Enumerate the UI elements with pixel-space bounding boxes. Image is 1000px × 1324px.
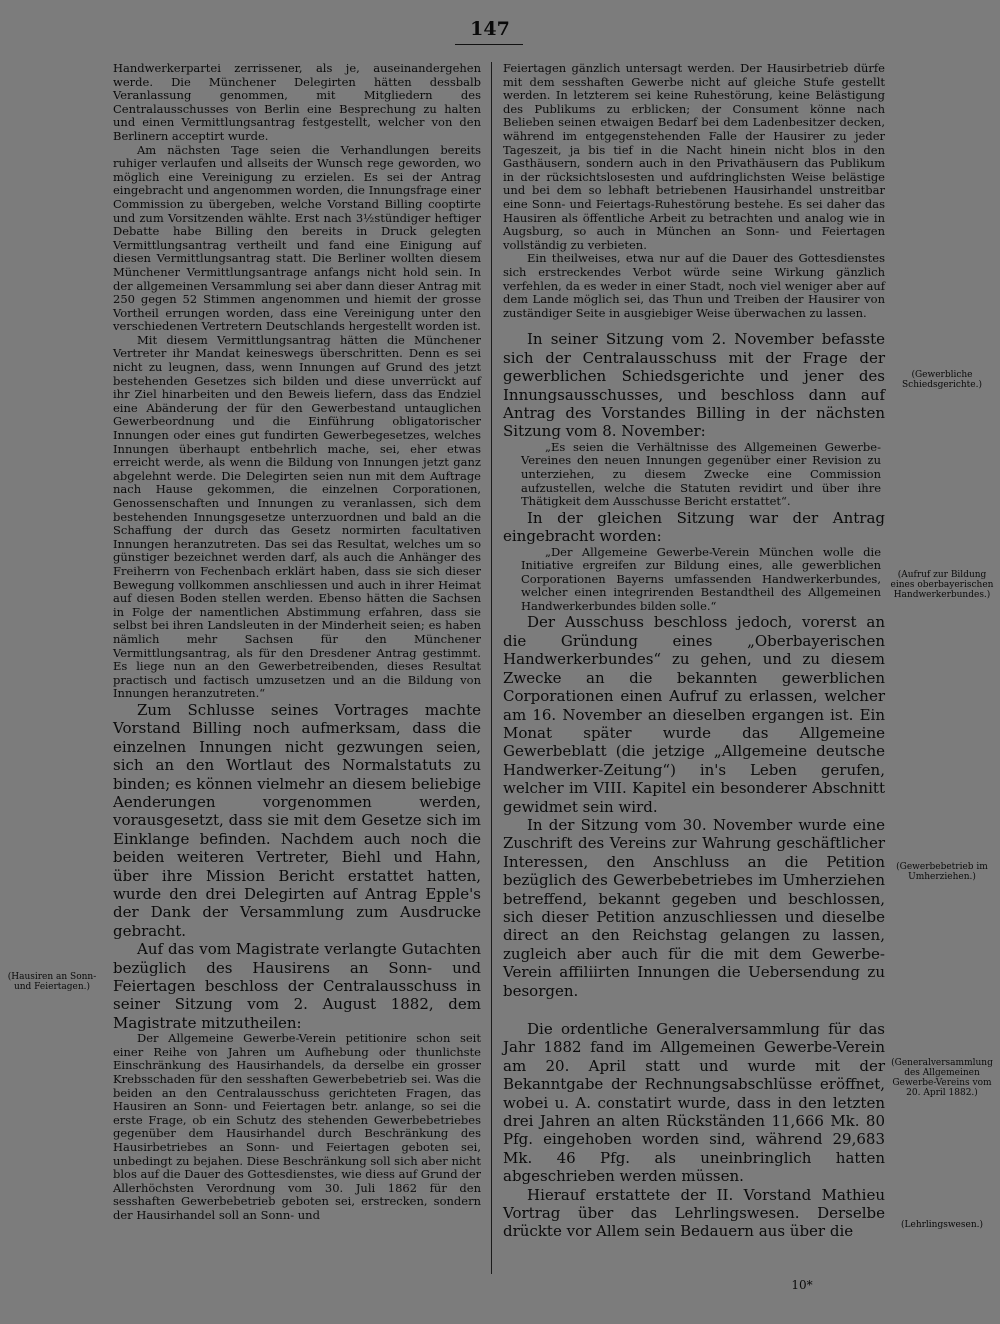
paragraph: Handwerkerpartei zerrissener, als je, auseinandergehen werde. Die Münchener Delegirten hätten dessbalb Veranlassung genommen, mit Mitgliedern des Centralausschusses von Berlin eine Besprechung zu halten und einen Vermittlungsantrag festgestellt, welcher von den Berlinern acceptirt wurde. — [113, 61, 481, 143]
margin-note-handwerkerbund: (Aufruf zur Bildung eines oberbayerischen Handwerkerbundes.) — [890, 570, 994, 600]
margin-note-hausiren: (Hausiren an Sonn- und Feiertagen.) — [7, 972, 97, 992]
paragraph: Auf das vom Magistrate verlangte Gutachten bezüglich des Hausirens an Sonn- und Feiertagen beschloss der Centralausschuss in seiner Sitzung vom 2. August 1882, dem Magistrate mitzutheilen: — [113, 940, 481, 1032]
column-divider — [491, 62, 492, 1274]
left-column — [113, 62, 481, 1223]
paragraph: Hierauf erstattete der II. Vorstand Mathieu Vortrag über das Lehrlingswesen. Derselbe drückte vor Allem sein Bedauern aus über die — [503, 1185, 885, 1241]
margin-note-generalversammlung: (Generalversammlung des Allgemeinen Gewerbe-Vereins vom 20. April 1882.) — [891, 1058, 993, 1098]
paragraph: Mit diesem Vermittlungsantrag hätten die Münchener Vertreter ihr Mandat keineswegs überschritten. Denn es sei nicht zu leugnen, dass, wenn Innungen auf Grund des jetzt bestehenden Gesetzes sich bilden und diese unverrückt auf ihr Ziel hinarbeiten und den Beweis liefern, dass das Endziel eine Abänderung der für den Gewerbestand untauglichen Gewerbeordnung und die Einführung obligatorischer Innungen oder eines gut fundirten Gewerbegesetzes, welches Innungen überhaupt entbehrlich mache, sei, eher etwas erreicht werde, als wenn die Bildung von Innungen jetzt ganz abgelehnt werde. Die Delegirten seien nun mit dem Auftrage nach Hause gekommen, die einzelnen Corporationen, Genossenschaften und Innungen zu veranlassen, sich dem bestehenden Innungsgesetze unterzuordnen und bald an die Schaffung der durch das Gesetz normirten facultativen Innungen heranzutreten. Das sei das Resultat, welches um so günstiger bezeichnet werden darf, als auch die Anhänger des Freiherrn von Fechenbach erklärt haben, dass sie sich dieser Bewegung vollkommen anschliessen und auch in ihrer Heimat auf diesen Boden stellen werden. Ebenso hätten die Sachsen in Folge der namentlichen Abstimmung erfahren, dass sie selbst bei ihren Landsleuten in der Minderheit seien; es haben nämlich mehr Sachsen für den Münchener Vermittlungsantrag, als für den Dresdener Antrag gestimmt. Es liege nun an den Gewerbetreibenden, dieses Resultat practisch und factisch umzusetzen und an die Bildung von Innungen heranzutreten.“ — [113, 332, 481, 701]
header-rule — [455, 44, 523, 45]
quote-paragraph: „Es seien die Verhältnisse des Allgemeinen Gewerbe-Vereines den neuen Innungen gegenüber einer Revision zu unterziehen, zu diesem Zwecke eine Commission aufzustellen, welche die Statuten revidirt und über ihre Thätigkeit dem Ausschusse Bericht erstattet“. — [521, 439, 881, 509]
paragraph: Der Ausschuss beschloss jedoch, vorerst an die Gründung eines „Oberbayerischen Handwerkerbundes“ zu gehen, und zu diesem Zwecke an die bekannten gewerblichen Corporationen einen Aufruf zu erlassen, welcher am 16. November an dieselben ergangen ist. Ein Monat später wurde das Allgemeine Gewerbeblatt (die jetzige „Allgemeine deutsche Handwerker-Zeitung“) in's Leben gerufen, welcher im VIII. Kapitel ein besonderer Abschnitt gewidmet sein wird. — [503, 613, 885, 816]
paragraph: In der gleichen Sitzung war der Antrag eingebracht worden: — [503, 508, 885, 546]
paragraph: Die ordentliche Generalversammlung für das Jahr 1882 fand im Allgemeinen Gewerbe-Verein am 20. April statt und wurde mit der Bekanntgabe der Rechnungsabschlüsse eröffnet, wobei u. A. constatirt wurde, dass in den letzten drei Jahren an alten Rückständen 11,666 Mk. 80 Pfg. eingehoben worden sind, während 29,683 Mk. 46 Pfg. als uneinbringlich hatten abgeschrieben werden müssen. — [503, 1020, 885, 1186]
page-number: 147 — [470, 18, 510, 40]
signature-mark: 10* — [791, 1278, 813, 1292]
paragraph: Feiertagen gänzlich untersagt werden. Der Hausirbetrieb dürfe mit dem sesshaften Gewerbe nicht auf gleiche Stufe gestellt werden. In letzterem sei keine Ruhestörung, keine Belästigung des Publikums zu erblicken; der Consument könne nach Belieben seinen etwaigen Bedarf bei dem Ladenbesitzer decken, während im entgegenstehenden Falle der Hausirer zu jeder Tageszeit, ja bis tief in die Nacht hinein nicht blos in den Gasthäusern, sondern auch in den Privathäusern das Publikum in der rücksichtslosesten und aufdringlichsten Weise belästige und bei dem so lebhaft betriebenen Hausirhandel unstreitbar eine Sonn- und Feiertags-Ruhestörung bestehe. Es sei daher das Hausiren als öffentliche Arbeit zu betrachten und analog wie in Augsburg, so auch in München an Sonn- und Feiertagen vollständig zu verbieten. — [503, 61, 885, 252]
margin-note-gewerbebetrieb: (Gewerbebetrieb im Umherziehen.) — [896, 862, 988, 882]
paragraph: Zum Schlusse seines Vortrages machte Vorstand Billing noch aufmerksam, dass die einzelnen Innungen nicht gezwungen seien, sich an den Wortlaut des Normalstatuts zu binden; es können vielmehr an diesem beliebige Aenderungen vorgenommen werden, vorausgesetzt, dass sie mit dem Gesetze sich im Einklange befinden. Nachdem auch noch die beiden weiteren Vertreter, Biehl und Hahn, über ihre Mission Bericht erstattet hatten, wurde den drei Delegirten auf Antrag Epple's der Dank der Versammlung zum Ausdrucke gebracht. — [113, 700, 481, 940]
quote-paragraph: „Der Allgemeine Gewerbe-Verein München wolle die Initiative ergreifen zur Bildung eines, alle gewerblichen Corporationen Bayerns umfassenden Handwerkerbundes, welcher einen integrirenden Bestandtheil des Allgemeinen Handwerkerbundes bilden solle.“ — [521, 544, 881, 613]
paragraph: In seiner Sitzung vom 2. November befasste sich der Centralausschuss mit der Frage der gewerblichen Schiedsgerichte und jener des Innungsausschusses, und beschloss dann auf Antrag des Vorstandes Billing in der nächsten Sitzung vom 8. November: — [503, 330, 885, 441]
paragraph: Ein theilweises, etwa nur auf die Dauer des Gottesdienstes sich erstreckendes Verbot würde seine Wirkung gänzlich verfehlen, da es weder in einer Stadt, noch viel weniger aber auf dem Lande möglich sei, das Thun und Treiben der Hausirer von zuständiger Seite in ausgiebiger Weise überwachen zu lassen. — [503, 251, 885, 320]
paragraph: Der Allgemeine Gewerbe-Verein petitionire schon seit einer Reihe von Jahren um Aufhebung oder thunlichste Einschränkung des Hausirhandels, da derselbe ein grosser Krebsschaden für den sesshaften Gewerbebetrieb sei. Was die beiden an den Centralausschuss gerichteten Fragen, das Hausiren an Sonn- und Feiertagen betr. anlange, so sei die erste Frage, ob ein Schutz des stehenden Gewerbebetriebes gegenüber dem Hausirhandel durch Beschränkung des Hausirbetriebes an Sonn- und Feiertagen geboten sei, unbedingt zu bejahen. Diese Beschränkung soll sich aber nicht blos auf die Dauer des Gottesdienstes, wie diess auf Grund der Allerhöchsten Verordnung vom 30. Juli 1862 für den sesshaften Gewerbebetrieb geboten sei, erstrecken, sondern der Hausirhandel soll an Sonn- und — [113, 1031, 481, 1222]
right-column — [503, 62, 885, 1241]
paragraph: In der Sitzung vom 30. November wurde eine Zuschrift des Vereins zur Wahrung geschäftlicher Interessen, den Anschluss an die Petition bezüglich des Gewerbebetriebes im Umherziehen betreffend, bekannt gegeben und beschlossen, sich dieser Petition anzuschliessen und dieselbe direct an den Reichstag gelangen zu lassen, zugleich aber auch für die mit dem Gewerbe-Verein affiliirten Innungen die Uebersendung zu besorgen. — [503, 815, 885, 1000]
margin-note-lehrlingswesen: (Lehrlingswesen.) — [901, 1220, 983, 1230]
margin-note-schiedsgerichte: (Gewerbliche Schiedsgerichte.) — [901, 370, 982, 390]
paragraph: Am nächsten Tage seien die Verhandlungen bereits ruhiger verlaufen und allseits der Wunsch rege geworden, wo möglich eine Vereinigung zu erzielen. Es sei der Antrag eingebracht und angenommen worden, die Innungsfrage einer Commission zu übergeben, welche Vorstand Billing cooptirte und zum Vorsitzenden wählte. Erst nach 3½stündiger heftiger Debatte habe Billing den bereits in Druck gelegten Vermittlungsantrag vertheilt und fand eine Einigung auf diesen Vermittlungsantrag statt. Die Berliner wollten diesem Münchener Vermittlungsantrage anfangs nicht hold sein. In der allgemeinen Versammlung sei aber dann dieser Antrag mit 250 gegen 52 Stimmen angenommen und hiemit der grosse Vortheil errungen worden, dass eine Vereinigung unter den verschiedenen Vertretern Deutschlands hergestellt worden ist. — [113, 142, 481, 334]
